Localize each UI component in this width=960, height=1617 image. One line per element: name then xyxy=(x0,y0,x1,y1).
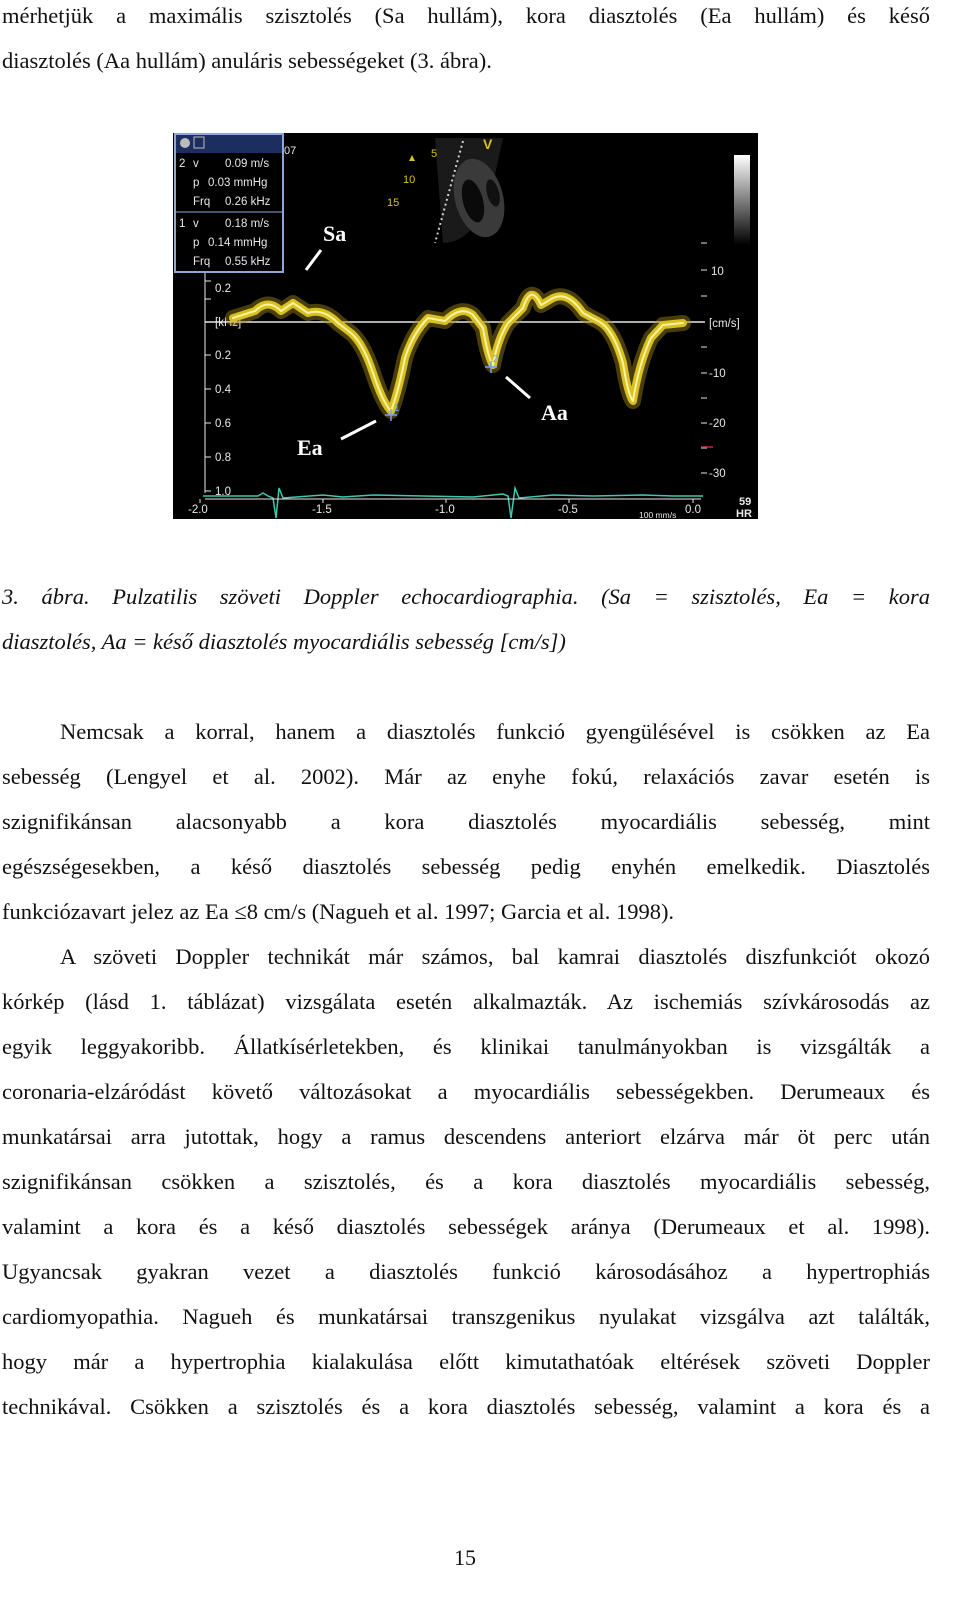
body-line: hogy már a hypertrophia kialakulása előtt kimutathatóak eltérések szöveti Doppler xyxy=(2,1349,930,1374)
sweep-speed: 100 mm/s xyxy=(639,510,677,519)
tissue-doppler-figure xyxy=(173,133,758,519)
readout-ch2-num: 2 xyxy=(179,158,186,170)
body-line: A szöveti Doppler technikát már számos, bal kamrai diasztolés diszfunkciót okozó xyxy=(60,944,930,969)
right-axis-tick: -30 xyxy=(709,468,726,480)
body-line: szignifikánsan alacsonyabb a kora diasztolés myocardiális sebesség, mint xyxy=(2,809,930,834)
readout-value: 0.09 m/s xyxy=(225,158,270,170)
figure-caption-line xyxy=(2,583,930,611)
bottom-axis-tick: -2.0 xyxy=(188,504,208,516)
intro-line: mérhetjük a maximális szisztolés (Sa hullám), kora diasztolés (Ea hullám) és késő xyxy=(2,3,930,28)
left-axis-tick: 0.6 xyxy=(215,418,231,430)
record-icon xyxy=(180,138,190,148)
left-axis-tick: 0.8 xyxy=(215,452,231,464)
readout-value: 0.18 m/s xyxy=(225,218,270,230)
right-axis-tick: -20 xyxy=(709,418,726,430)
readout-value: 0.14 mmHg xyxy=(208,237,268,249)
corner-text: 07 xyxy=(284,145,297,157)
figure-caption-text: . Pulzatilis szöveti Doppler echocardiographia. (Sa = szisztolés, Ea = kora xyxy=(83,584,931,609)
marker-1-label: 1 xyxy=(394,403,400,414)
right-axis-unit: [cm/s] xyxy=(709,318,740,330)
body-line: funkciózavart jelez az Ea ≤8 cm/s (Nagueh et al. 1997; Garcia et al. 1998). xyxy=(2,899,675,924)
bottom-axis-tick: -1.0 xyxy=(435,504,455,516)
readout-value: 0.03 mmHg xyxy=(208,177,268,189)
readout-label: v xyxy=(193,218,199,230)
marker-2-label: 2 xyxy=(493,354,499,365)
body-line: munkatársai arra jutottak, hogy a ramus descendens anteriort elzárva már öt perc után xyxy=(2,1124,930,1149)
grayscale-bar xyxy=(734,155,750,245)
body-line: szignifikánsan csökken a szisztolés, és a kora diasztolés myocardiális sebesség, xyxy=(2,1169,930,1194)
readout-label: Frq xyxy=(193,256,211,268)
measurement-readout xyxy=(175,134,283,272)
body-line: Nemcsak a korral, hanem a diasztolés funkció gyengülésével is csökken az Ea xyxy=(60,719,930,744)
left-axis-unit: [kHz] xyxy=(215,317,242,329)
inset-tick: 5 xyxy=(431,148,438,160)
figure-caption-number: 3. ábra xyxy=(2,584,84,609)
body-line: sebesség (Lengyel et al. 2002). Már az enyhe fokú, relaxációs zavar esetén is xyxy=(2,764,930,789)
left-axis-tick: 0.4 xyxy=(215,384,231,396)
readout-value: 0.55 kHz xyxy=(225,256,271,268)
bottom-axis-tick: 0.0 xyxy=(685,504,701,516)
readout-label: Frq xyxy=(193,196,211,208)
bottom-axis-tick: -1.5 xyxy=(312,504,332,516)
readout-value: 0.26 kHz xyxy=(225,196,271,208)
ea-label: Ea xyxy=(297,435,323,460)
aa-label: Aa xyxy=(541,400,568,425)
left-axis-tick: 0.2 xyxy=(215,350,231,362)
readout-ch1-num: 1 xyxy=(179,218,186,230)
heart-rate-value: 59 xyxy=(739,496,752,508)
right-axis-tick: 10 xyxy=(711,266,724,278)
bottom-axis-tick: -0.5 xyxy=(558,504,578,516)
body-line: kórkép (lásd 1. táblázat) vizsgálata esetén alkalmazták. Az ischemiás szívkárosodás az xyxy=(2,989,930,1014)
intro-line: diasztolés (Aa hullám) anuláris sebességeket (3. ábra). xyxy=(2,48,492,73)
inset-tick: 10 xyxy=(403,174,416,186)
readout-label: p xyxy=(193,177,200,189)
left-axis-tick: 1.0 xyxy=(215,486,231,498)
inset-v-label: V xyxy=(483,136,493,152)
figure-caption-text: diasztolés, Aa = késő diasztolés myocardiális sebesség [cm/s]) xyxy=(2,629,566,654)
figure-caption-line xyxy=(2,628,930,656)
body-line: cardiomyopathia. Nagueh és munkatársai transzgenikus nyulakat vizsgálva azt találták, xyxy=(2,1304,930,1329)
body-line: egyik leggyakoribb. Állatkísérletekben, és klinikai tanulmányokban is vizsgálták a xyxy=(2,1034,930,1059)
heart-rate-label: HR xyxy=(736,508,752,519)
inset-tick: 15 xyxy=(387,197,400,209)
body-line: Ugyancsak gyakran vezet a diasztolés funkció károsodásához a hypertrophiás xyxy=(2,1259,930,1284)
right-axis-tick: -10 xyxy=(709,368,726,380)
sa-label: Sa xyxy=(323,221,347,246)
readout-label: p xyxy=(193,237,200,249)
page-number: 15 xyxy=(454,1545,476,1570)
body-line: technikával. Csökken a szisztolés és a kora diasztolés sebesség, valamint a kora és a xyxy=(2,1394,930,1419)
left-axis-tick: 0.2 xyxy=(215,283,231,295)
body-line: coronaria-elzáródást követő változásokat a myocardiális sebességekben. Derumeaux és xyxy=(2,1079,930,1104)
readout-label: v xyxy=(193,158,199,170)
body-line: valamint a kora és a késő diasztolés sebességek aránya (Derumeaux et al. 1998). xyxy=(2,1214,930,1239)
body-line: egészségesekben, a késő diasztolés sebesség pedig enyhén emelkedik. Diasztolés xyxy=(2,854,930,879)
